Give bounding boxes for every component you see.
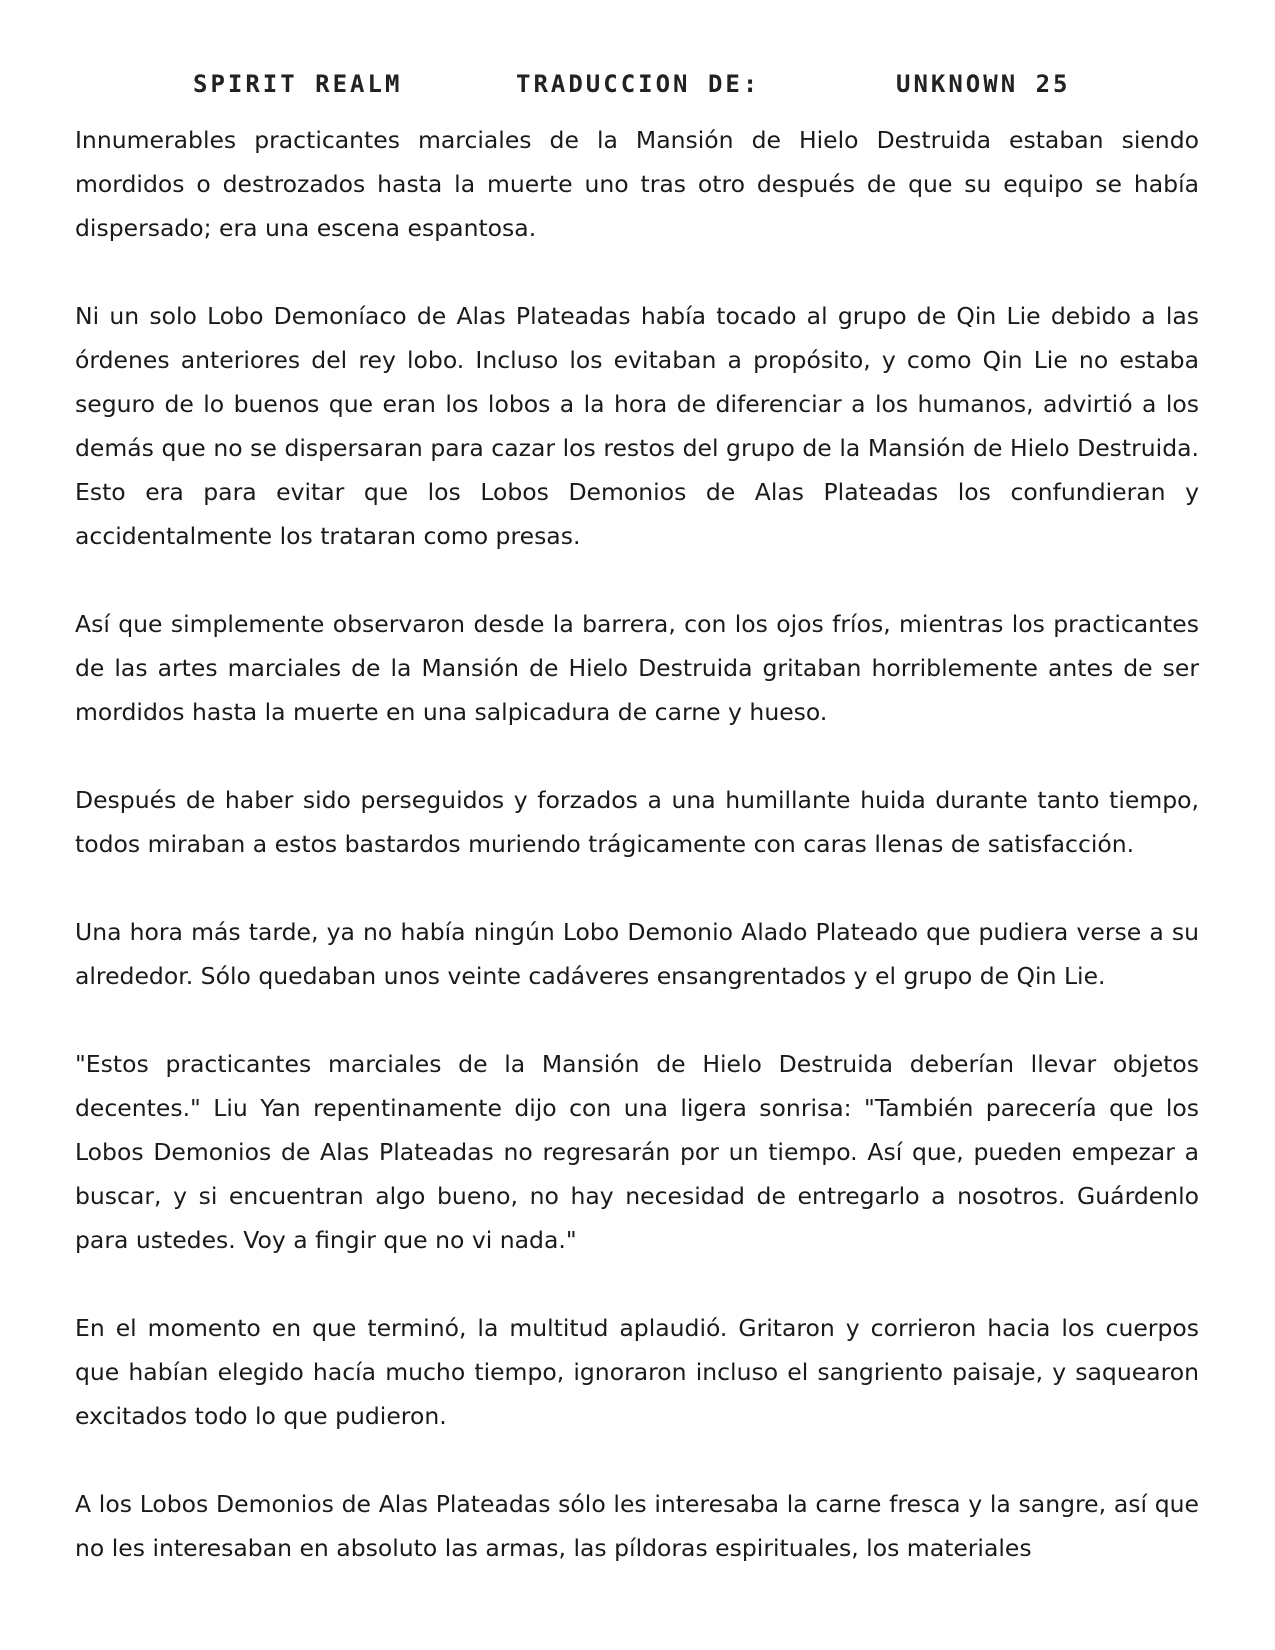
page-header (0, 70, 1275, 110)
header-title: SPIRIT REALM (193, 70, 403, 98)
paragraph: A los Lobos Demonios de Alas Plateadas sólo les interesaba la carne fresca y la sangre, así que no les interesaban en absoluto las armas, las píldoras espirituales, los materiales (75, 1490, 1199, 1562)
paragraph: Innumerables practicantes marciales de la Mansión de Hielo Destruida estaban siendo mordidos o destrozados hasta la muerte uno tras otro después de que su equipo se había dispersado; era una escena espantosa. (75, 126, 1199, 242)
header-translation-label: TRADUCCION DE: (516, 70, 761, 98)
paragraph: "Estos practicantes marciales de la Mansión de Hielo Destruida deberían llevar objetos decentes." Liu Yan repentinamente dijo con una ligera sonrisa: "También parecería que los Lobos Demonios de Alas Plateadas no regresarán por un tiempo. Así que, pueden empezar a buscar, y si encuentran algo bueno, no hay necesidad de entregarlo a nosotros. Guárdenlo para ustedes. Voy a fingir que no vi nada." (75, 1050, 1199, 1254)
paragraph: Una hora más tarde, ya no había ningún Lobo Demonio Alado Plateado que pudiera verse a su alrededor. Sólo quedaban unos veinte cadáveres ensangrentados y el grupo de Qin Lie. (75, 918, 1199, 990)
paragraph: Después de haber sido perseguidos y forzados a una humillante huida durante tanto tiempo, todos miraban a estos bastardos muriendo trágicamente con caras llenas de satisfacción. (75, 786, 1199, 858)
header-translator: UNKNOWN 25 (896, 70, 1071, 98)
paragraph: En el momento en que terminó, la multitud aplaudió. Gritaron y corrieron hacia los cuerpos que habían elegido hacía mucho tiempo, ignoraron incluso el sangriento paisaje, y saquearon excitados todo lo que pudieron. (75, 1314, 1199, 1430)
paragraph: Así que simplemente observaron desde la barrera, con los ojos fríos, mientras los practicantes de las artes marciales de la Mansión de Hielo Destruida gritaban horriblemente antes de ser mordidos hasta la muerte en una salpicadura de carne y hueso. (75, 610, 1199, 726)
document-body (75, 118, 1199, 1570)
paragraph: Ni un solo Lobo Demoníaco de Alas Plateadas había tocado al grupo de Qin Lie debido a las órdenes anteriores del rey lobo. Incluso los evitaban a propósito, y como Qin Lie no estaba seguro de lo buenos que eran los lobos a la hora de diferenciar a los humanos, advirtió a los demás que no se dispersaran para cazar los restos del grupo de la Mansión de Hielo Destruida. Esto era para evitar que los Lobos Demonios de Alas Plateadas los confundieran y accidentalmente los trataran como presas. (75, 302, 1199, 550)
